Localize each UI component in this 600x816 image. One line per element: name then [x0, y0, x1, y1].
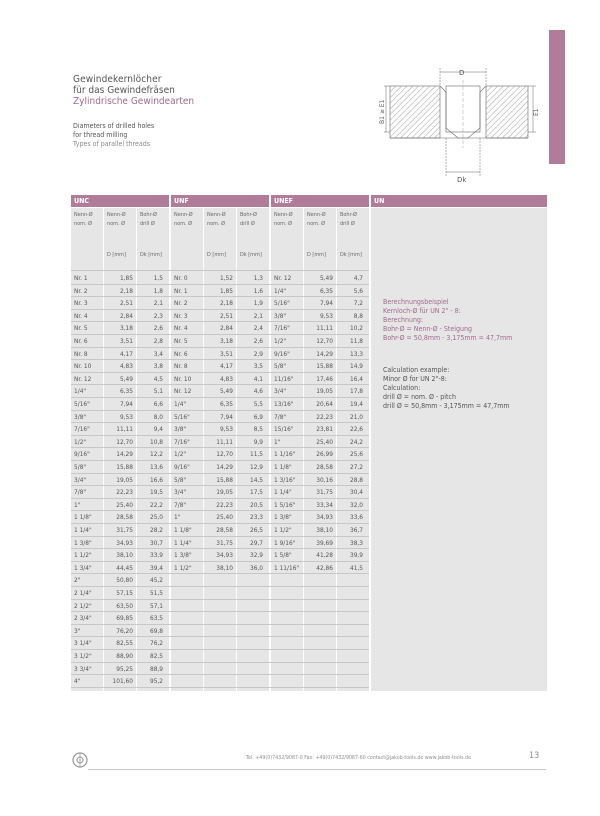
unc-cell-dk: 76,2	[149, 639, 163, 648]
unef-cell-dk: 17,8	[349, 387, 363, 396]
unf-cell-dk: 20,5	[249, 500, 263, 509]
unef-cell-d: 41,28	[316, 551, 333, 560]
unf-cell-d: 12,70	[216, 450, 233, 459]
unef-cell-d: 42,86	[316, 563, 333, 572]
unef-cell-nom: 9/16"	[274, 349, 290, 358]
unc-cell-d: 57,15	[116, 589, 133, 597]
unc-cell-d: 31,75	[116, 526, 133, 534]
unf-cell-nom: Nr. 4	[174, 324, 188, 333]
unc-cell-dk: 13,6	[149, 463, 163, 471]
unc-cell-dk: 22,2	[149, 500, 163, 509]
unc-cell-nom: 2"	[74, 576, 81, 585]
unc-cell-dk: 19,5	[149, 488, 163, 497]
unc-cell-d: 44,45	[116, 563, 133, 572]
colhead-unf-nenn2: Nenn-Ø nom. Ø	[207, 212, 226, 227]
unf-cell-dk: 9,9	[253, 437, 263, 446]
unit-unf-dk: Dk [mm]	[240, 252, 262, 258]
unf-cell-d: 28,58	[216, 526, 233, 534]
unc-cell-nom: 2 1/2"	[74, 601, 92, 610]
unef-cell-nom: 5/16"	[274, 299, 290, 308]
unf-cell-d: 11,11	[216, 437, 233, 446]
unef-cell-d: 7,94	[319, 299, 333, 308]
unf-cell-d: 9,53	[219, 425, 233, 434]
title-line-3: Zylindrische Gewindearten	[73, 96, 195, 107]
unc-cell-d: 88,90	[116, 652, 133, 660]
unef-cell-d: 14,29	[316, 349, 333, 358]
unef-cell-nom: 3/4"	[274, 387, 287, 396]
unef-cell-dk: 13,3	[349, 349, 363, 358]
unf-cell-nom: 3/4"	[174, 488, 187, 497]
unc-cell-nom: 3 1/4"	[74, 639, 92, 648]
unf-cell-dk: 1,3	[253, 274, 263, 282]
unc-cell-d: 63,50	[116, 601, 133, 610]
unef-cell-d: 26,99	[316, 450, 333, 459]
unef-cell-d: 23,81	[316, 425, 333, 434]
unef-cell-d: 39,69	[316, 538, 333, 547]
unc-cell-d: 34,93	[116, 538, 133, 547]
unf-cell-nom: 1/2"	[174, 450, 187, 459]
un-de-line-2: Kernloch-Ø für UN 2" - 8:	[383, 307, 461, 315]
unc-cell-dk: 28,2	[149, 526, 163, 534]
unef-cell-nom: 1 1/2"	[274, 526, 292, 534]
unc-cell-nom: 1 3/4"	[74, 563, 92, 572]
unc-cell-dk: 2,6	[153, 324, 163, 333]
unf-cell-d: 4,17	[219, 362, 233, 371]
label-e1: E1	[533, 108, 540, 116]
unc-cell-nom: 1/4"	[74, 387, 87, 396]
column-un	[371, 208, 547, 691]
unf-cell-dk: 17,5	[249, 488, 263, 497]
footer-rule	[88, 769, 546, 770]
un-de-line-5: Bohr-Ø = 50,8mm - 3,175mm = 47,7mm	[383, 334, 513, 342]
unef-cell-dk: 24,2	[349, 437, 363, 446]
unc-cell-dk: 82,5	[149, 652, 163, 660]
unef-cell-nom: 7/16"	[274, 324, 290, 333]
un-en-line-1: Calculation example:	[383, 366, 450, 374]
unf-cell-nom: Nr. 12	[174, 387, 192, 396]
unc-cell-nom: 5/8"	[74, 463, 87, 471]
unf-cell-d: 1,85	[219, 286, 233, 295]
unf-cell-dk: 12,9	[249, 463, 263, 471]
unef-cell-d: 33,34	[316, 500, 333, 509]
unf-cell-nom: Nr. 1	[174, 286, 188, 295]
unit-unef-d: D [mm]	[307, 252, 326, 258]
unc-cell-dk: 2,3	[153, 311, 163, 320]
unc-cell-dk: 88,9	[149, 664, 163, 673]
unc-cell-nom: 2 1/4"	[74, 589, 92, 597]
unef-cell-d: 22,23	[316, 412, 333, 421]
group-header-unf: UNF	[171, 195, 269, 207]
unf-cell-d: 2,18	[219, 299, 233, 308]
unc-cell-nom: 1 3/8"	[74, 538, 92, 547]
unc-cell-dk: 6,6	[153, 400, 163, 408]
unef-cell-dk: 10,2	[349, 324, 363, 333]
unf-cell-d: 1,52	[219, 274, 233, 282]
unc-cell-d: 69,85	[116, 614, 133, 623]
unf-cell-nom: Nr. 10	[174, 374, 192, 383]
unef-cell-d: 11,11	[316, 324, 333, 333]
unc-cell-dk: 2,1	[153, 299, 163, 308]
unef-cell-dk: 41,5	[349, 563, 363, 572]
unef-cell-dk: 22,6	[349, 425, 363, 434]
unc-cell-nom: Nr. 5	[74, 324, 88, 333]
unc-cell-d: 15,88	[116, 463, 133, 471]
unf-cell-nom: 7/16"	[174, 437, 190, 446]
unef-cell-nom: 1/2"	[274, 337, 287, 345]
colhead-unc-bohr: Bohr-Ø drill Ø	[140, 212, 157, 227]
unc-cell-nom: Nr. 3	[74, 299, 88, 308]
unc-cell-d: 7,94	[119, 400, 133, 408]
colhead-unf-bohr: Bohr-Ø drill Ø	[240, 212, 257, 227]
unc-cell-d: 11,11	[116, 425, 133, 434]
unef-cell-nom: 1 1/8"	[274, 463, 292, 471]
unc-cell-dk: 63,5	[149, 614, 163, 623]
unc-cell-dk: 33,9	[149, 551, 163, 560]
group-header-unc: UNC	[71, 195, 169, 207]
unc-cell-d: 101,60	[112, 677, 133, 686]
unc-cell-nom: Nr. 1	[74, 274, 88, 282]
unf-cell-dk: 3,5	[253, 362, 263, 371]
unc-cell-dk: 95,2	[149, 677, 163, 686]
unc-cell-d: 6,35	[119, 387, 133, 396]
unc-cell-dk: 3,4	[153, 349, 163, 358]
unef-cell-nom: 1/4"	[274, 286, 287, 295]
unc-cell-nom: Nr. 4	[74, 311, 88, 320]
unc-cell-dk: 16,6	[149, 475, 163, 484]
unf-cell-dk: 23,3	[249, 513, 263, 522]
unf-cell-dk: 36,0	[249, 563, 263, 572]
unf-cell-dk: 26,5	[249, 526, 263, 534]
unf-cell-nom: 1 1/8"	[174, 526, 192, 534]
unf-cell-dk: 2,9	[253, 349, 263, 358]
unc-cell-dk: 39,4	[149, 563, 163, 572]
unc-cell-d: 4,83	[119, 362, 133, 371]
un-de-line-3: Berechnung:	[383, 316, 424, 324]
unf-cell-d: 19,05	[216, 488, 233, 497]
unf-cell-nom: 3/8"	[174, 425, 187, 434]
unc-cell-dk: 1,5	[153, 274, 163, 282]
unef-cell-nom: 1 1/16"	[274, 450, 296, 459]
unc-cell-nom: Nr. 12	[74, 374, 92, 383]
unf-cell-nom: Nr. 5	[174, 337, 188, 345]
unc-cell-d: 12,70	[116, 437, 133, 446]
unf-cell-d: 7,94	[219, 412, 233, 421]
unef-cell-dk: 8,8	[353, 311, 363, 320]
unc-cell-dk: 51,5	[149, 589, 163, 597]
unf-cell-nom: 1"	[174, 513, 181, 522]
unef-cell-d: 31,75	[316, 488, 333, 497]
unf-cell-nom: 1 1/2"	[174, 563, 192, 572]
unc-cell-d: 50,80	[116, 576, 133, 585]
unc-cell-d: 14,29	[116, 450, 133, 459]
un-de-line-4: Bohr-Ø = Nenn-Ø - Steigung	[383, 325, 472, 333]
unef-cell-nom: 1 3/8"	[274, 513, 292, 522]
unef-cell-dk: 16,4	[349, 374, 363, 383]
unf-cell-dk: 6,9	[253, 412, 263, 421]
unf-cell-d: 15,88	[216, 475, 233, 484]
unef-cell-nom: 3/8"	[274, 311, 287, 320]
unc-cell-dk: 9,4	[153, 425, 163, 434]
unef-cell-dk: 27,2	[349, 463, 363, 471]
unf-cell-d: 5,49	[219, 387, 233, 396]
unf-cell-nom: 1 1/4"	[174, 538, 192, 547]
thread-table	[71, 195, 547, 691]
un-en-line-3: Calculation:	[383, 384, 421, 392]
unc-cell-d: 5,49	[119, 374, 133, 383]
label-b1: B1 ≥ E1	[379, 99, 386, 124]
colhead-unef-nenn: Nenn-Ø nom. Ø	[274, 212, 293, 227]
unc-cell-dk: 12,2	[149, 450, 163, 459]
unef-cell-dk: 4,7	[353, 274, 363, 282]
unf-cell-dk: 29,7	[249, 538, 263, 547]
unef-cell-dk: 33,6	[349, 513, 363, 522]
unf-cell-d: 14,29	[216, 463, 233, 471]
unef-cell-dk: 5,6	[353, 286, 363, 295]
unf-cell-nom: 5/16"	[174, 412, 190, 421]
unf-cell-dk: 11,5	[249, 450, 263, 459]
unf-cell-d: 31,75	[216, 538, 233, 547]
unc-cell-dk: 45,2	[149, 576, 163, 585]
colhead-unef-nenn2: Nenn-Ø nom. Ø	[307, 212, 326, 227]
un-en-line-5: drill Ø = 50,8mm - 3,175mm = 47,7mm	[383, 402, 510, 410]
unf-cell-nom: 1/4"	[174, 400, 187, 408]
unf-cell-d: 38,10	[216, 563, 233, 572]
unc-cell-d: 82,55	[116, 639, 133, 648]
group-header-un: UN	[371, 195, 547, 207]
subtitle-line-3: Types of parallel threads	[73, 140, 151, 148]
unef-cell-nom: 11/16"	[274, 374, 294, 383]
unf-cell-d: 2,84	[219, 324, 233, 333]
unef-cell-nom: 1 1/4"	[274, 488, 292, 497]
unc-cell-d: 22,23	[116, 488, 133, 497]
unf-cell-nom: Nr. 8	[174, 362, 188, 371]
unf-cell-nom: 5/8"	[174, 475, 187, 484]
unef-cell-d: 17,46	[316, 374, 333, 383]
group-header-unef: UNEF	[271, 195, 369, 207]
unef-cell-dk: 28,8	[349, 475, 363, 484]
unc-cell-d: 95,25	[116, 664, 133, 673]
colhead-unc-nenn: Nenn-Ø nom. Ø	[74, 212, 93, 227]
unc-cell-dk: 10,8	[149, 437, 163, 446]
unef-cell-d: 19,05	[316, 387, 333, 396]
unc-cell-dk: 57,1	[149, 601, 163, 610]
unc-cell-nom: 1/2"	[74, 437, 87, 446]
unf-cell-dk: 2,6	[253, 337, 263, 345]
unit-unc-d: D [mm]	[107, 252, 126, 258]
unf-cell-nom: 1 3/8"	[174, 551, 192, 560]
unc-cell-d: 3,18	[119, 324, 133, 333]
unit-unc-dk: Dk [mm]	[140, 252, 162, 258]
unc-cell-d: 2,51	[119, 299, 133, 308]
unef-cell-d: 28,58	[316, 463, 333, 471]
unc-cell-nom: 7/16"	[74, 425, 90, 434]
unef-cell-nom: 5/8"	[274, 362, 287, 371]
unf-cell-dk: 1,9	[253, 299, 263, 308]
unc-cell-dk: 3,8	[153, 362, 163, 371]
colhead-unf-nenn: Nenn-Ø nom. Ø	[174, 212, 193, 227]
company-logo-icon	[72, 752, 88, 768]
unc-cell-d: 25,40	[116, 500, 133, 509]
title-line-1: Gewindekernlöcher	[73, 74, 162, 85]
unc-cell-nom: 1 1/4"	[74, 526, 92, 534]
unf-cell-dk: 2,4	[253, 324, 263, 333]
un-de-line-1: Berechnungsbeispiel	[383, 298, 449, 306]
unc-cell-nom: 7/8"	[74, 488, 87, 497]
unc-cell-d: 76,20	[116, 626, 133, 635]
unf-cell-d: 3,18	[219, 337, 233, 345]
unf-cell-nom: Nr. 0	[174, 274, 188, 282]
unef-cell-d: 25,40	[316, 437, 333, 446]
unit-unf-d: D [mm]	[207, 252, 226, 258]
unc-cell-dk: 69,8	[149, 626, 163, 635]
unc-cell-dk: 1,8	[153, 286, 163, 295]
unc-cell-nom: 2 3/4"	[74, 614, 92, 623]
unc-cell-nom: 9/16"	[74, 450, 90, 459]
unc-cell-d: 9,53	[119, 412, 133, 421]
unf-cell-d: 6,35	[219, 400, 233, 408]
unc-cell-d: 38,10	[116, 551, 133, 560]
unc-cell-dk: 4,5	[153, 374, 163, 383]
unef-cell-d: 6,35	[319, 286, 333, 295]
unf-cell-d: 2,51	[219, 311, 233, 320]
unef-cell-dk: 14,9	[349, 362, 363, 371]
unf-cell-d: 22,23	[216, 500, 233, 509]
unc-cell-nom: 1"	[74, 500, 81, 509]
unef-cell-nom: 1"	[274, 437, 281, 446]
unef-cell-dk: 30,4	[349, 488, 363, 497]
footer-contact: Tel. +49(0)7432/9087-0 Fax: +49(0)7432/9087-60 contact@jakob-tools.de www.jakob-tools.de	[246, 755, 472, 761]
unf-cell-dk: 5,5	[253, 400, 263, 408]
unc-cell-nom: 3/4"	[74, 475, 87, 484]
unc-cell-nom: 1 1/8"	[74, 513, 92, 522]
unf-cell-dk: 1,6	[253, 286, 263, 295]
unc-cell-nom: 3 3/4"	[74, 664, 92, 673]
unc-cell-dk: 30,7	[149, 538, 163, 547]
unef-cell-nom: 13/16"	[274, 400, 294, 408]
unef-cell-nom: 1 5/8"	[274, 551, 292, 560]
chapter-tab	[549, 30, 565, 164]
unf-cell-dk: 32,9	[249, 551, 263, 560]
unc-cell-nom: 3"	[74, 626, 81, 635]
unef-cell-nom: 1 11/16"	[274, 563, 300, 572]
unc-cell-nom: Nr. 10	[74, 362, 92, 371]
unef-cell-nom: 1 5/16"	[274, 500, 296, 509]
unc-cell-nom: 5/16"	[74, 400, 90, 408]
unc-cell-dk: 25,0	[149, 513, 163, 522]
page-number: 13	[529, 751, 540, 761]
unef-cell-d: 30,16	[316, 475, 333, 484]
colhead-unef-bohr: Bohr-Ø drill Ø	[340, 212, 357, 227]
label-d: D	[459, 69, 465, 77]
unf-cell-nom: Nr. 6	[174, 349, 188, 358]
unf-cell-nom: 7/8"	[174, 500, 187, 509]
unf-cell-nom: 9/16"	[174, 463, 190, 471]
unc-cell-nom: 1 1/2"	[74, 551, 92, 560]
unef-cell-d: 34,93	[316, 513, 333, 522]
unef-cell-nom: 15/16"	[274, 425, 294, 434]
unf-cell-dk: 2,1	[253, 311, 263, 320]
unf-cell-dk: 4,1	[253, 374, 263, 383]
unc-cell-d: 19,05	[116, 475, 133, 484]
unc-cell-dk: 8,0	[153, 412, 163, 421]
unf-cell-d: 25,40	[216, 513, 233, 522]
unef-cell-d: 38,10	[316, 526, 333, 534]
unc-cell-nom: Nr. 6	[74, 337, 88, 345]
unf-cell-d: 34,93	[216, 551, 233, 560]
unef-cell-nom: 1 9/16"	[274, 538, 296, 547]
unf-cell-d: 3,51	[219, 349, 233, 358]
unc-cell-dk: 2,8	[153, 337, 163, 345]
title-line-2: für das Gewindefräsen	[73, 85, 175, 96]
unc-cell-nom: Nr. 2	[74, 286, 88, 295]
unf-cell-nom: Nr. 3	[174, 311, 188, 320]
thread-hole-diagram	[378, 64, 538, 194]
unef-cell-dk: 39,9	[349, 551, 363, 560]
unef-cell-dk: 38,3	[349, 538, 363, 547]
subtitle-line-1: Diameters of drilled holes	[73, 122, 155, 130]
unf-cell-d: 4,83	[219, 374, 233, 383]
label-dk: Dk	[457, 176, 467, 184]
subtitle-line-2: for thread milling	[73, 131, 128, 139]
unef-cell-dk: 11,8	[349, 337, 363, 345]
colhead-unc-nenn2: Nenn-Ø nom. Ø	[107, 212, 126, 227]
unc-cell-d: 28,58	[116, 513, 133, 522]
unf-cell-dk: 8,5	[253, 425, 263, 434]
unc-cell-nom: 4"	[74, 677, 81, 686]
unef-cell-nom: 7/8"	[274, 412, 287, 421]
unef-cell-dk: 36,7	[349, 526, 363, 534]
unf-cell-dk: 4,6	[253, 387, 263, 396]
unef-cell-dk: 21,0	[349, 412, 363, 421]
unef-cell-d: 12,70	[316, 337, 333, 345]
unef-cell-dk: 32,0	[349, 500, 363, 509]
unc-cell-nom: Nr. 8	[74, 349, 88, 358]
header-separator	[71, 270, 369, 271]
unf-cell-nom: Nr. 2	[174, 299, 188, 308]
unef-cell-d: 5,49	[319, 274, 333, 282]
unef-cell-nom: Nr. 12	[274, 274, 292, 282]
unc-cell-nom: 3/8"	[74, 412, 87, 421]
unef-cell-dk: 19,4	[349, 400, 363, 408]
unef-cell-nom: 1 3/16"	[274, 475, 296, 484]
unc-cell-d: 1,85	[119, 274, 133, 282]
unc-cell-d: 2,84	[119, 311, 133, 320]
unc-cell-dk: 5,1	[153, 387, 163, 396]
un-en-line-4: drill Ø = nom. Ø - pitch	[383, 393, 456, 401]
un-en-line-2: Minor Ø for UN 2"-8:	[383, 375, 447, 383]
unef-cell-d: 20,64	[316, 400, 333, 408]
unef-cell-d: 9,53	[319, 311, 333, 320]
unef-cell-dk: 25,6	[349, 450, 363, 459]
unef-cell-d: 15,88	[316, 362, 333, 371]
unit-unef-dk: Dk [mm]	[340, 252, 362, 258]
unc-cell-nom: 3 1/2"	[74, 652, 92, 660]
unef-cell-dk: 7,2	[353, 299, 363, 308]
unc-cell-d: 4,17	[119, 349, 133, 358]
unf-cell-dk: 14,5	[249, 475, 263, 484]
unc-cell-d: 2,18	[119, 286, 133, 295]
unc-cell-d: 3,51	[119, 337, 133, 345]
